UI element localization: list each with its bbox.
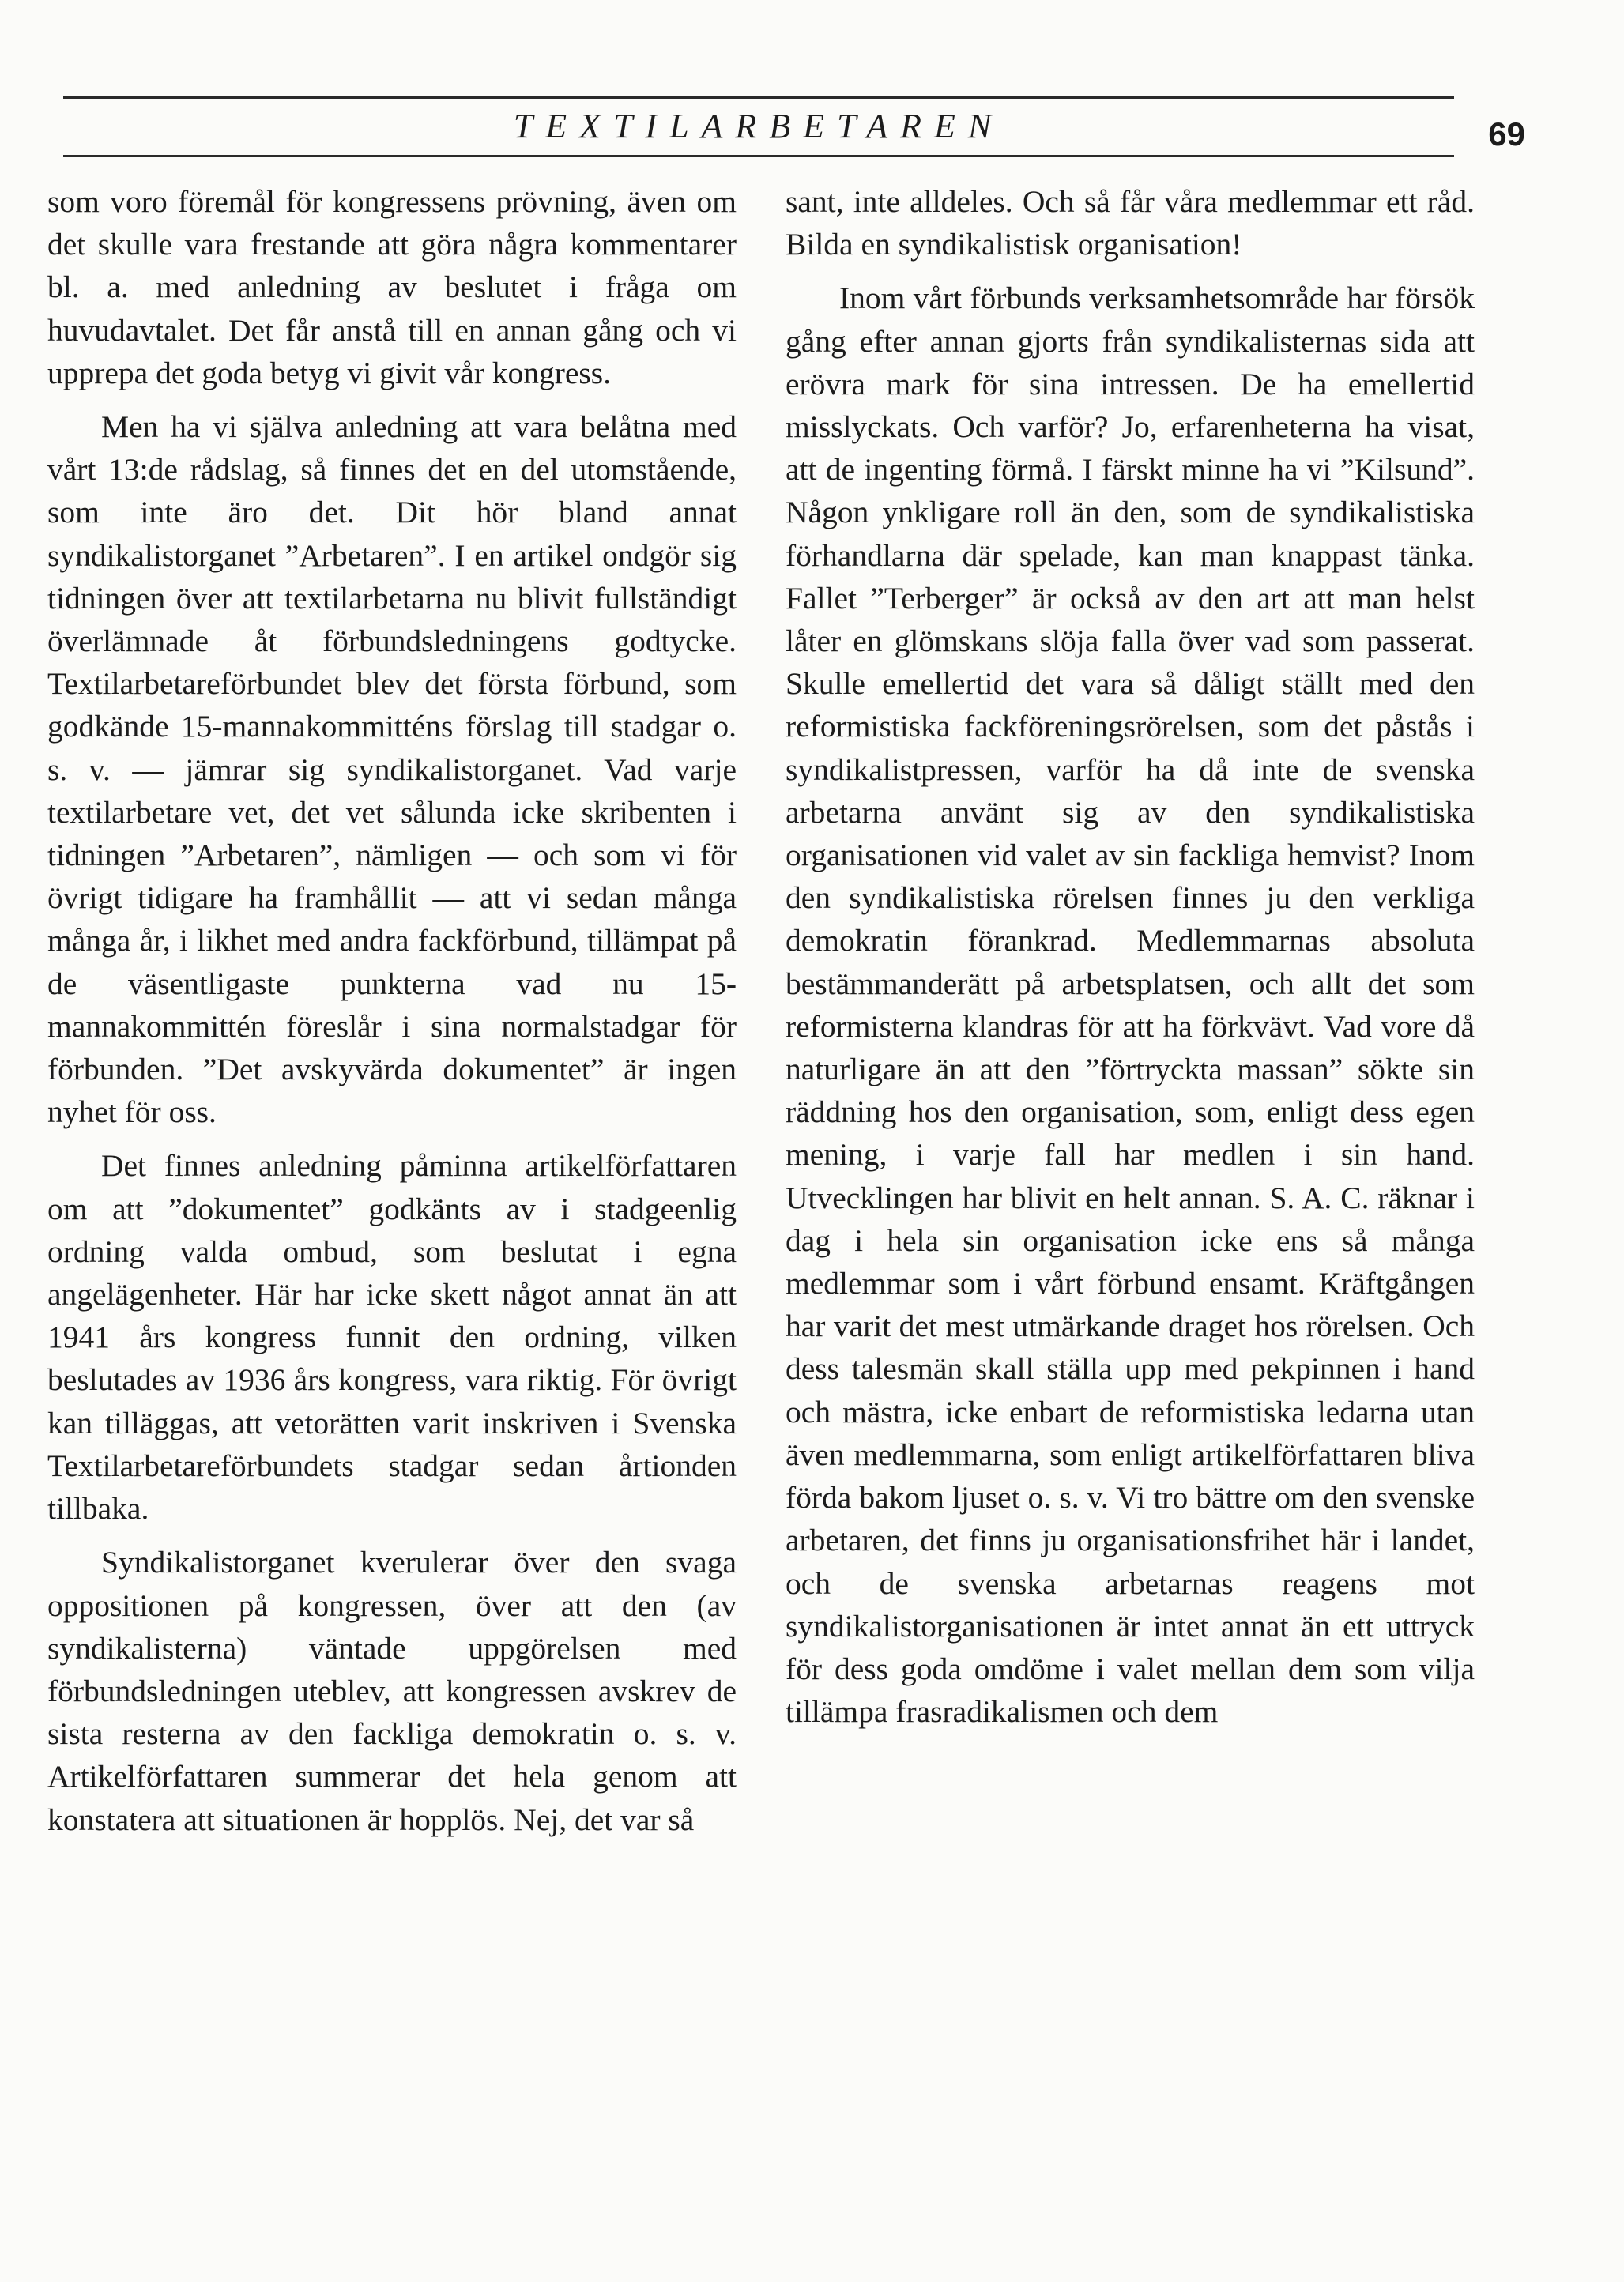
paragraph: Syndikalistorganet kverulerar över den svaga oppositionen på kongressen, över att den (av syndikalisterna) väntade uppgörelsen med förbundsledningen uteblev, att kongressen avskrev de sista resterna av den fackliga demokratin o. s. v. Artikelförfattaren summerar det hela genom att konstatera att situationen är hopplös. Nej, det var så [47, 1545, 737, 1837]
paragraph: sant, inte alldeles. Och så får våra medlemmar ett råd. Bilda en syndikalistisk organisation! [786, 184, 1475, 262]
journal-title: TEXTILARBETAREN [513, 107, 1004, 145]
paragraph: Inom vårt förbunds verksamhetsområde har försök gång efter annan gjorts från syndikalisternas sida att erövra mark för sina intressen. De ha emellertid misslyckats. Och varför? Jo, erfarenheterna ha visat, att de ingenting förmå. I färskt minne ha vi ”Kilsund”. Någon ynkligare roll än den, som de syndikalistiska förhandlarna där spelade, kan man knappast tänka. Fallet ”Terberger” är också av den art att man helst låter en glömskans slöja falla över vad som passerat. Skulle emellertid det vara så dåligt ställt med den reformistiska fackföreningsrörelsen, som det påstås i syndikalistpressen, varför ha då inte de svenska arbetarna använt sig av den syndikalistiska organisationen vid valet av sin fackliga hemvist? Inom den syndikalistiska rörelsen finnes ju den verkliga demokratin förankrad. Medlemmarnas absoluta bestämmanderätt på arbetsplatsen, och allt det som reformisterna klandras för att ha förkvävt. Vad vore då naturligare än att den ”förtryckta massan” sökte sin räddning hos den organisation, som, enligt dess egen mening, i varje fall har medlen i sin hand. Utvecklingen har blivit en helt annan. S. A. C. räknar i dag i hela sin organisation icke ens så många medlemmar som i vårt förbund ensamt. Kräftgången har varit det mest utmärkande draget hos rörelsen. Och dess talesmän skall ställa upp med pekpinnen i hand och mästra, icke enbart de reformistiska ledarna utan även medlemmarna, som enligt artikelförfattaren bliva förda bakom ljuset o. s. v. Vi tro bättre om den svenske arbetaren, det finns ju organisationsfrihet här i landet, och de svenska arbetarnas reagens mot syndikalistorganisationen är intet annat än ett uttryck för dess goda omdöme i valet mellan dem som vilja tillämpa frasradikalismen och dem [786, 281, 1475, 1730]
paragraph: som voro föremål för kongressens prövning, även om det skulle vara frestande att göra några kommentarer bl. a. med anledning av beslutet i fråga om huvudavtalet. Det får anstå till en annan gång och vi upprepa det goda betyg vi givit vår kongress. [47, 184, 737, 390]
header-rule-top [63, 96, 1454, 99]
right-column [786, 180, 1475, 1744]
left-column [47, 180, 737, 1852]
header-rule-bottom [63, 155, 1454, 157]
page-number: 69 [1488, 115, 1525, 153]
paragraph: Men ha vi själva anledning att vara belåtna med vårt 13:de rådslag, så finnes det en del utomstående, som inte äro det. Dit hör bland annat syndikalistorganet ”Arbetaren”. I en artikel ondgör sig tidningen över att textilarbetarna nu blivit fullständigt överlämnade åt förbundsledningens godtycke. Textilarbetareförbundet blev det första förbund, som godkände 15-mannakommitténs förslag till stadgar o. s. v. — jämrar sig syndikalistorganet. Vad varje textilarbetare vet, det vet sålunda icke skribenten i tidningen ”Arbetaren”, nämligen — och som vi för övrigt tidigare ha framhållit — att vi sedan många många år, i likhet med andra fackförbund, tillämpat på de väsentligaste punkterna vad nu 15-mannakommittén föreslår i sina normalstadgar för förbunden. ”Det avskyvärda dokumentet” är ingen nyhet för oss. [47, 409, 737, 1130]
running-header [63, 88, 1525, 158]
paragraph: Det finnes anledning påminna artikelförfattaren om att ”dokumentet” godkänts av i stadgeenlig ordning valda ombud, som beslutat i egna angelägenheter. Här har icke skett något annat än att 1941 års kongress funnit den ordning, vilken beslutades av 1936 års kongress, vara riktig. För övrigt kan tilläggas, att vetorätten varit inskriven i Svenska Textilarbetareförbundets stadgar sedan årtionden tillbaka. [47, 1148, 737, 1527]
